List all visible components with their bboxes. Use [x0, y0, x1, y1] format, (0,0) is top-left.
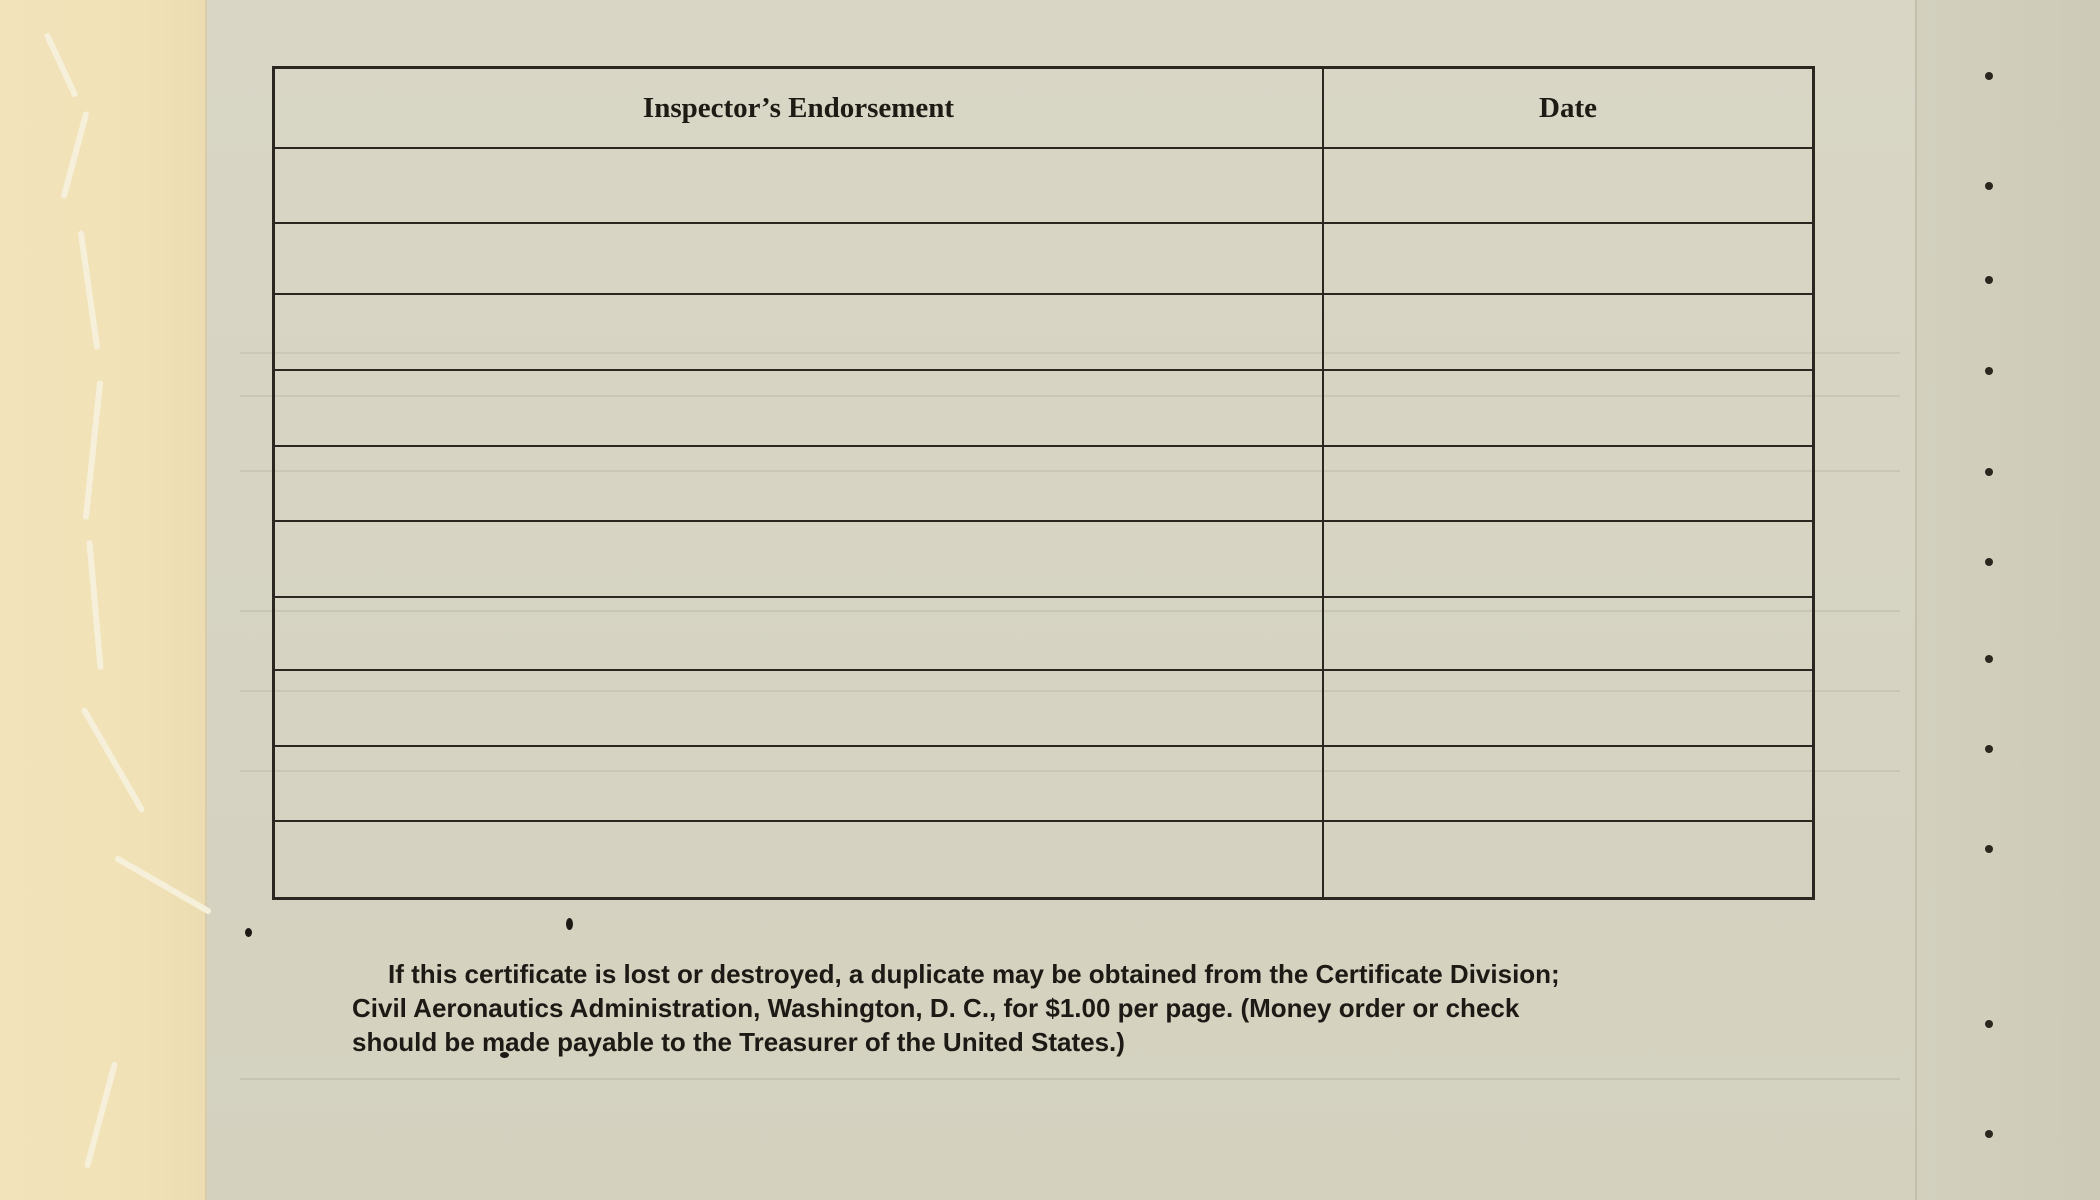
binding-hole — [1985, 468, 1993, 476]
binding-hole — [1985, 655, 1993, 663]
table-row — [275, 149, 1812, 224]
right-binding-edge — [1915, 0, 2100, 1200]
date-header: Date — [1539, 91, 1597, 124]
binding-hole — [1985, 745, 1993, 753]
ink-speck — [245, 928, 252, 937]
duplicate-certificate-footnote — [352, 957, 1752, 1059]
binding-hole — [1985, 72, 1993, 80]
footnote-line: should be made payable to the Treasurer of the United States.) — [352, 1027, 1125, 1057]
table-row — [275, 295, 1812, 371]
table-row — [275, 598, 1812, 671]
binding-hole — [1985, 1130, 1993, 1138]
binding-hole — [1985, 558, 1993, 566]
footnote-line: Civil Aeronautics Administration, Washington, D. C., for $1.00 per page. (Money order or check — [352, 993, 1520, 1023]
table-row — [275, 371, 1812, 447]
binding-hole — [1985, 1020, 1993, 1028]
bleed-through-line — [240, 1078, 1900, 1080]
binding-hole — [1985, 276, 1993, 284]
table-header-row — [275, 69, 1812, 149]
table-row — [275, 224, 1812, 295]
endorsement-table — [272, 66, 1815, 900]
binding-hole — [1985, 845, 1993, 853]
inspectors-endorsement-header: Inspector’s Endorsement — [642, 91, 955, 124]
binding-hole — [1985, 367, 1993, 375]
table-row — [275, 747, 1812, 822]
table-row — [275, 671, 1812, 747]
table-row — [275, 447, 1812, 522]
footnote-line: If this certificate is lost or destroyed, a duplicate may be obtained from the Certificate Division; — [388, 959, 1560, 989]
table-row — [275, 522, 1812, 598]
table-row — [275, 822, 1812, 897]
binding-hole — [1985, 182, 1993, 190]
left-edge-strip — [0, 0, 207, 1200]
ink-speck — [566, 918, 573, 930]
